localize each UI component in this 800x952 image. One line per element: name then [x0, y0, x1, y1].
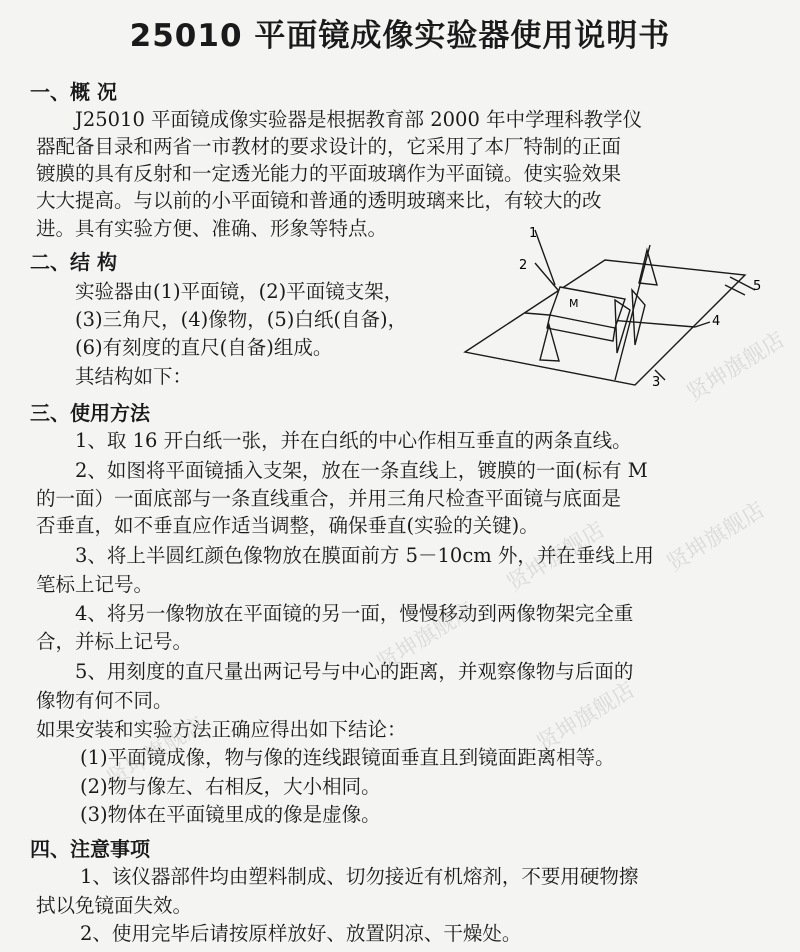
- watermark: 贤坤旗舰店: [102, 712, 210, 792]
- structure-line: 实验器由(1)平面镜，(2)平面镜支架，: [75, 280, 404, 303]
- usage-line: 否垂直，如不垂直应作适当调整，确保垂直(实验的关键)。: [36, 514, 539, 537]
- structure-line: (6)有刻度的直尺(自备)组成。: [75, 336, 333, 359]
- usage-line: 2、如图将平面镜插入支架，放在一条直线上，镀膜的一面(标有 M: [75, 459, 648, 482]
- watermark: 贤坤旗舰店: [502, 517, 610, 597]
- diagram-label: M: [569, 297, 579, 310]
- usage-line: 4、将另一像物放在平面镜的另一面，慢慢移动到两像物架完全重: [75, 602, 634, 625]
- usage-line: (3)物体在平面镜里成的像是虚像。: [80, 803, 381, 826]
- usage-line: 3、将上半圆红颜色像物放在膜面前方 5－10cm 外，并在垂线上用: [75, 544, 654, 567]
- overview-line: 进。具有实验方便、准确、形象等特点。: [36, 217, 388, 240]
- diagram-label: 2: [519, 258, 528, 273]
- diagram-label: 3: [652, 375, 661, 390]
- overview-line: 镀膜的具有反射和一定透光能力的平面玻璃作为平面镜。使实验效果: [36, 162, 622, 185]
- diagram-label: 1: [529, 226, 538, 241]
- watermark: 贤坤旗舰店: [682, 327, 790, 407]
- overview-line: J25010 平面镜成像实验器是根据教育部 2000 年中学理科教学仪: [75, 108, 643, 131]
- usage-line: 合，并标上记号。: [36, 630, 193, 653]
- notes-line: 拭以免镜面失效。: [36, 894, 193, 917]
- heading-structure: 二、结 构: [30, 250, 117, 274]
- usage-line: 像物有何不同。: [36, 689, 173, 712]
- usage-line: 的一面）一面底部与一条直线重合，并用三角尺检查平面镜与底面是: [36, 487, 622, 510]
- usage-line: 1、取 16 开白纸一张，并在白纸的中心作相互垂直的两条直线。: [75, 429, 632, 452]
- structure-line: 其结构如下：: [75, 365, 193, 388]
- usage-line: 如果安装和实验方法正确应得出如下结论：: [36, 718, 407, 741]
- diagram-label: 4: [712, 314, 721, 329]
- heading-notes: 四、注意事项: [30, 837, 150, 861]
- heading-usage: 三、使用方法: [30, 401, 150, 425]
- page-title: 25010 平面镜成像实验器使用说明书: [129, 18, 671, 54]
- structure-line: (3)三角尺，(4)像物，(5)白纸(自备)，: [75, 308, 408, 331]
- watermark: 贤坤旗舰店: [662, 497, 770, 577]
- diagram-label: 5: [753, 279, 762, 294]
- apparatus-diagram: [455, 225, 785, 400]
- usage-line: (1)平面镜成像，物与像的连线跟镜面垂直且到镜面距离相等。: [80, 746, 615, 769]
- watermark: 贤坤旗舰店: [372, 597, 480, 677]
- overview-line: 器配备目录和两省一市教材的要求设计的，它采用了本厂特制的正面: [36, 135, 622, 158]
- heading-overview: 一、概 况: [30, 80, 117, 104]
- watermark: 贤坤旗舰店: [532, 677, 640, 757]
- notes-line: 2、使用完毕后请按原样放好、放置阴凉、干燥处。: [80, 922, 522, 945]
- overview-line: 大大提高。与以前的小平面镜和普通的透明玻璃来比，有较大的改: [36, 189, 602, 212]
- usage-line: 笔标上记号。: [36, 573, 154, 596]
- notes-line: 1、该仪器部件均由塑料制成、切勿接近有机熔剂，不要用硬物擦: [80, 865, 639, 888]
- usage-line: 5、用刻度的直尺量出两记号与中心的距离，并观察像物与后面的: [75, 660, 634, 683]
- usage-line: (2)物与像左、右相反，大小相同。: [80, 775, 381, 798]
